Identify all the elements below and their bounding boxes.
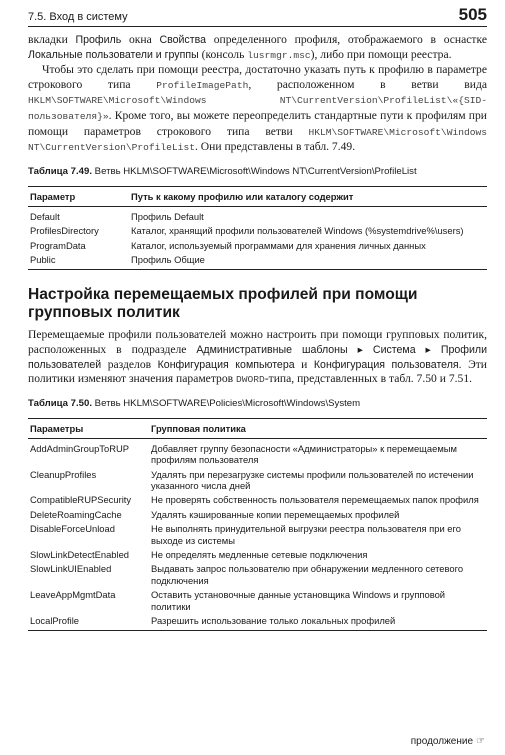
table-row — [28, 548, 487, 562]
continued-note — [411, 736, 485, 747]
param-cell: Public — [28, 252, 131, 269]
param-cell: SlowLinkUIEnabled — [30, 563, 112, 575]
text: ), либо при помощи реестра. — [310, 47, 452, 61]
table-row — [28, 252, 487, 269]
table-row — [28, 467, 487, 493]
column-header: Путь к какому профилю или каталогу содержит — [131, 186, 487, 206]
text: и — [294, 357, 314, 371]
code-term: HKLM\SOFTWARE\Microsoft\Windows NT\CurrentVersion\ProfileList — [28, 126, 487, 154]
running-header — [28, 4, 487, 27]
continued-label: продолжение — [410, 736, 474, 747]
text: . Эти политики изменяют значения параметров — [28, 357, 487, 386]
column-header: Параметры — [28, 418, 151, 438]
text: определенного профиля, отображаемого в оснастке — [205, 33, 487, 46]
table-row — [28, 562, 487, 588]
page-body — [28, 33, 487, 631]
code-term: ProfileImagePath — [156, 79, 249, 91]
desc-cell: Не проверять собственность пользователя перемещаемых папок профиля — [151, 494, 479, 506]
page-number: 505 — [458, 5, 487, 24]
param-cell: CompatibleRUPSecurity — [30, 494, 132, 506]
desc-cell: Профиль Общие — [131, 252, 487, 269]
table-row — [28, 438, 487, 467]
code-term: HKLM\SOFTWARE\Microsoft\Windows NT\CurrentVersion\ProfileList\«{SID-пользователя}» — [28, 95, 487, 122]
desc-cell: Не выполнять принудительной выгрузки реестра пользователя при его выходе из системы — [151, 523, 461, 546]
desc-cell: Добавляет группу безопасности «Администраторы» к перемещаемым профилям пользователя — [151, 442, 457, 466]
code-term: DWORD — [236, 374, 265, 386]
table-caption-7-49 — [28, 166, 487, 177]
param-cell: LeaveAppMgmtData — [30, 589, 116, 601]
pointing-hand-icon: ☞ — [476, 736, 485, 747]
paragraph-2 — [28, 63, 487, 156]
param-cell: Default — [30, 210, 60, 222]
text: . Они представлены в табл. 7.49. — [194, 140, 356, 154]
table-row — [28, 614, 487, 631]
param-cell: ProfilesDirectory — [30, 225, 99, 237]
caption-text: Ветвь HKLM\SOFTWARE\Policies\Microsoft\Windows\System — [94, 397, 361, 409]
text: вкладки — [28, 33, 76, 46]
column-header: Групповая политика — [151, 418, 487, 438]
text: Перемещаемые профили пользователей можно настроить при помощи групповых политик, расположенных в подразделе — [28, 328, 487, 356]
text: Чтобы это сделать при помощи реестра, достаточно указать путь к профилю в параметре строкового типа — [28, 63, 487, 91]
param-cell: DisableForceUnload — [30, 523, 115, 535]
table-row — [28, 206, 487, 223]
desc-cell: Оставить установочные данные установщика Windows и групповой политики — [151, 589, 446, 612]
desc-cell: Выдавать запрос пользователю при обнаружении медленного сетевого подключения — [151, 563, 464, 586]
ui-term: Конфигурация компьютера — [157, 358, 295, 371]
table-header-row — [28, 418, 487, 438]
paragraph-3 — [28, 328, 487, 387]
section-heading: Настройка перемещаемых профилей при помощи групповых политик — [28, 286, 418, 322]
caption-label: Таблица 7.49. — [28, 165, 92, 177]
table-row — [28, 588, 487, 614]
param-cell: DeleteRoamingCache — [30, 508, 122, 520]
caption-label: Таблица 7.50. — [28, 397, 92, 409]
caption-text: Ветвь HKLM\SOFTWARE\Microsoft\Windows NT\CurrentVersion\ProfileList — [94, 165, 417, 177]
desc-cell: Профиль Default — [131, 210, 204, 222]
ui-term: Профиль — [75, 34, 122, 46]
desc-cell: Не определять медленные сетевые подключения — [151, 549, 368, 560]
desc-cell: Каталог, используемый программами для хранения личных данных — [131, 239, 426, 251]
desc-cell: Разрешить использование только локальных профилей — [151, 614, 487, 631]
param-cell: SlowLinkDetectEnabled — [30, 549, 130, 560]
text: разделов — [101, 357, 158, 371]
table-header-row — [28, 186, 487, 206]
text: , расположенном в ветви вида — [248, 77, 487, 91]
text: окна — [121, 33, 160, 46]
desc-cell: Удалять кэшированные копии перемещаемых профилей — [151, 508, 400, 520]
param-cell: CleanupProfiles — [30, 468, 97, 480]
table-row — [28, 238, 487, 252]
column-header: Параметр — [28, 186, 131, 206]
param-cell: LocalProfile — [28, 614, 151, 631]
text: (консоль — [198, 47, 248, 61]
param-cell: ProgramData — [30, 239, 86, 251]
text: -типа, представленных в табл. 7.50 и 7.51. — [264, 372, 473, 386]
ui-term: Локальные пользователи и группы — [28, 48, 199, 61]
table-row — [28, 224, 487, 238]
text: . Кроме того, вы можете переопределить стандартные пути к профилям при помощи параметров строкового типа ветви — [28, 108, 487, 138]
table-caption-7-50 — [28, 398, 487, 409]
paragraph-1 — [28, 33, 487, 63]
policy-table-7-50 — [28, 418, 487, 632]
table-row — [28, 507, 487, 521]
ui-path: Административные шаблоны ▸ Система ▸ Профили пользователей — [28, 343, 487, 371]
param-cell: AddAdminGroupToRUP — [30, 442, 130, 454]
table-row — [28, 493, 487, 507]
code-term: lusrmgr.msc — [247, 49, 311, 61]
ui-term: Свойства — [159, 34, 206, 46]
ui-term: Конфигурация пользователя — [313, 358, 459, 371]
desc-cell: Каталог, хранящий профили пользователей Windows (%systemdrive%\users) — [131, 225, 464, 237]
table-row — [28, 522, 487, 548]
section-title: 7.5. Вход в систему — [28, 11, 128, 23]
registry-table-7-49 — [28, 186, 487, 271]
desc-cell: Удалять при перезагрузке системы профили пользователей по истечении указанного числа дней — [151, 468, 474, 491]
